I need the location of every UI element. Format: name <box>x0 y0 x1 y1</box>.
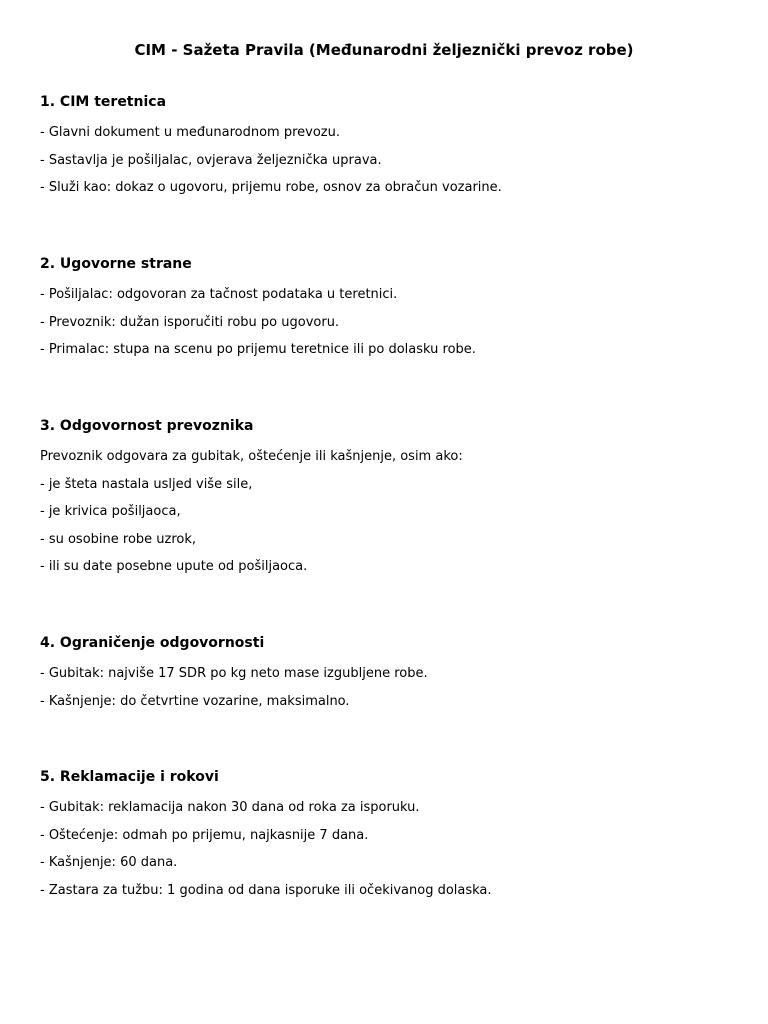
section-reklamacije-i-rokovi <box>40 767 740 900</box>
section-line: - Pošiljalac: odgovoran za tačnost podataka u teretnici. <box>40 287 398 302</box>
section-line: - Oštećenje: odmah po prijemu, najkasnije 7 dana. <box>40 827 369 843</box>
section-heading: 1. CIM teretnica <box>40 94 167 110</box>
section-odgovornost-prevoznika <box>40 416 740 576</box>
section-heading: 4. Ograničenje odgovornosti <box>40 635 265 651</box>
section-heading: 5. Reklamacije i rokovi <box>40 769 219 785</box>
section-line: - Sastavlja je pošiljalac, ovjerava željeznička uprava. <box>40 152 382 168</box>
document-title: CIM - Sažeta Pravila (Međunarodni željeznički prevoz robe) <box>134 41 634 59</box>
section-heading: 2. Ugovorne strane <box>40 256 192 272</box>
section-line: - Zastara za tužbu: 1 godina od dana isporuke ili očekivanog dolaska. <box>40 882 492 898</box>
section-line: - su osobine robe uzrok, <box>40 531 197 547</box>
section-line: - je krivica pošiljaoca, <box>40 504 181 519</box>
section-line: - Glavni dokument u međunarodnom prevozu. <box>40 125 340 140</box>
section-line: - Gubitak: najviše 17 SDR po kg neto mase izgubljene robe. <box>40 666 428 681</box>
section-ugovorne-strane <box>40 254 740 359</box>
section-line: - Služi kao: dokaz o ugovoru, prijemu robe, osnov za obračun vozarine. <box>40 180 502 195</box>
section-line: - Prevoznik: dužan isporučiti robu po ugovoru. <box>40 314 340 330</box>
section-line: Prevoznik odgovara za gubitak, oštećenje ili kašnjenje, osim ako: <box>40 449 463 464</box>
section-ogranicenje-odgovornosti <box>40 633 740 711</box>
section-line: - je šteta nastala usljed više sile, <box>40 476 253 492</box>
section-line: - Kašnjenje: 60 dana. <box>40 855 178 870</box>
section-heading: 3. Odgovornost prevoznika <box>40 418 254 434</box>
section-cim-teretnica <box>40 92 740 197</box>
section-line: - Primalac: stupa na scenu po prijemu teretnice ili po dolasku robe. <box>40 342 476 357</box>
section-line: - Gubitak: reklamacija nakon 30 dana od roka za isporuku. <box>40 800 420 815</box>
section-line: - ili su date posebne upute od pošiljaoca. <box>40 559 308 574</box>
section-line: - Kašnjenje: do četvrtine vozarine, maksimalno. <box>40 693 350 709</box>
